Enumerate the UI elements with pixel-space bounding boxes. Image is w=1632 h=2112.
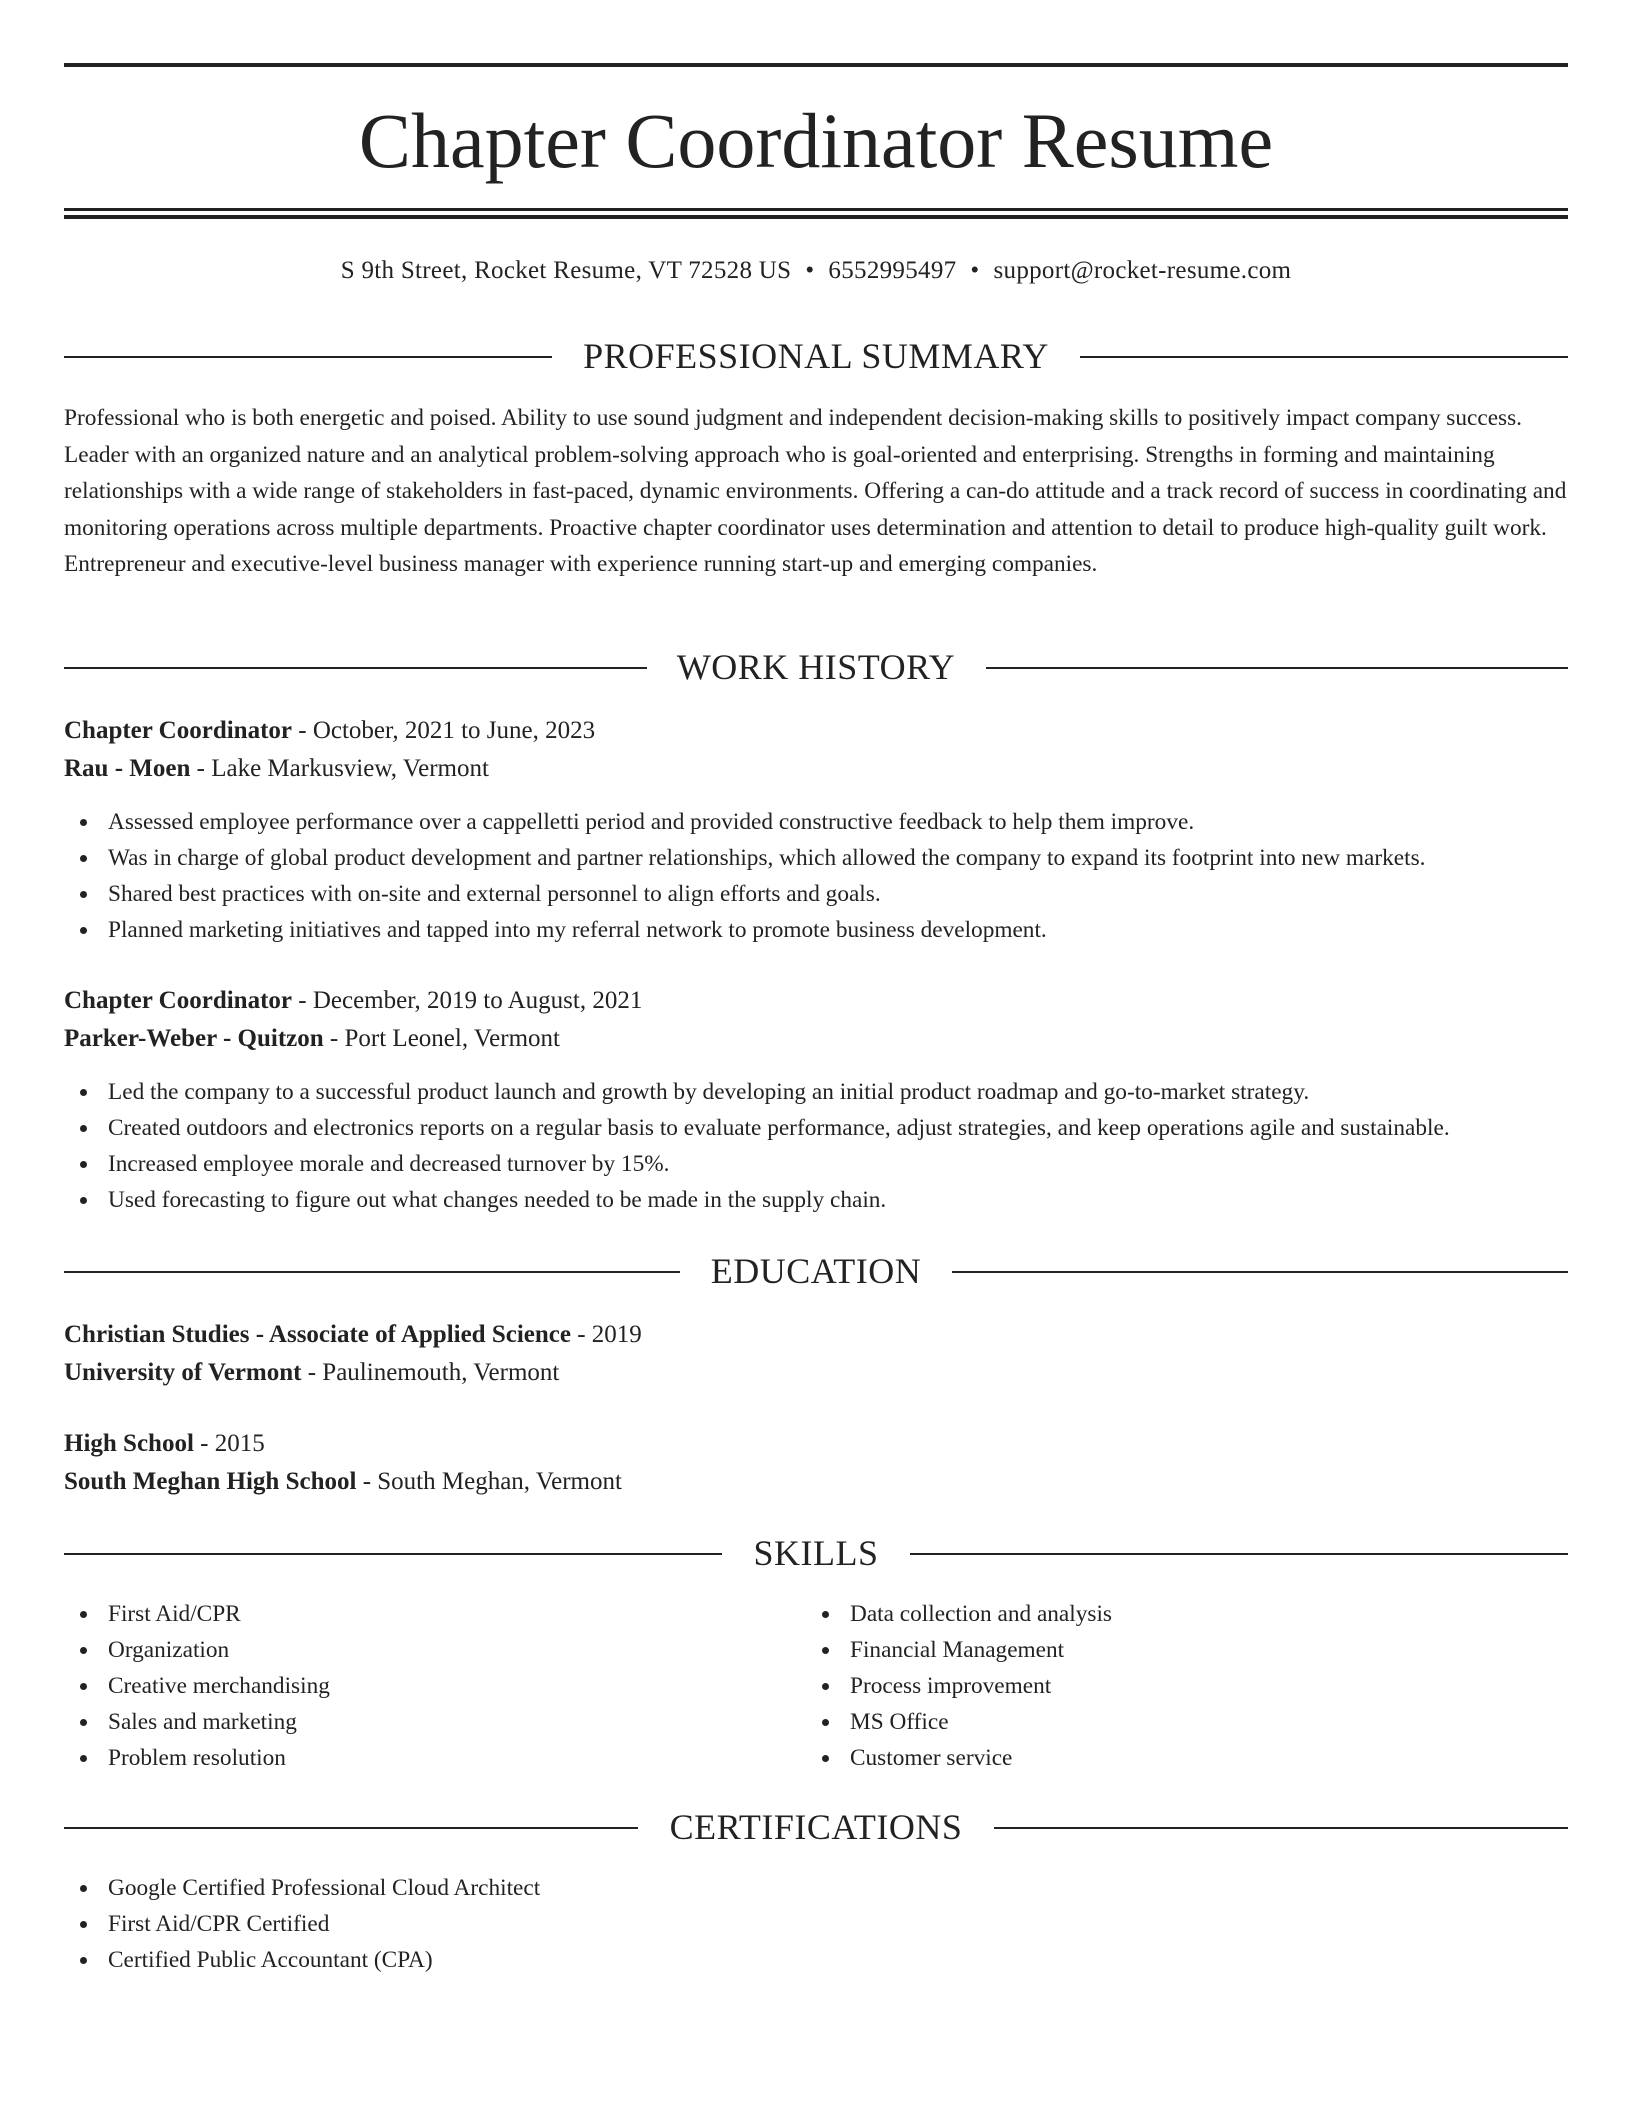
list-item: Customer service [806,1740,1546,1776]
list-item: Shared best practices with on-site and external personnel to align efforts and goals. [64,876,1568,912]
education-location: - Paulinemouth, Vermont [301,1359,560,1386]
list-item: Financial Management [806,1632,1546,1668]
education-year: - 2015 [193,1430,265,1457]
section-rule-right [986,667,1568,669]
job-title: Chapter Coordinator [64,987,293,1014]
section-header-certifications [64,1805,1568,1849]
job-company-row [64,1020,1568,1058]
list-item: First Aid/CPR Certified [64,1906,1568,1942]
education-year: - 2019 [570,1321,642,1348]
job-bullets [64,804,1568,948]
skills-column-left [64,1596,804,1776]
education-school: University of Vermont [64,1359,302,1386]
contact-separator: • [805,257,815,284]
list-item: Used forecasting to figure out what changes needed to be made in the supply chain. [64,1182,1568,1218]
list-item: Certified Public Accountant (CPA) [64,1942,1568,1978]
section-rule-right [952,1271,1568,1273]
education-school-row [64,1463,1568,1501]
education-entry [64,1425,1568,1501]
title-rule-lower [64,215,1568,219]
section-title: PROFESSIONAL SUMMARY [583,336,1049,376]
education-degree-row [64,1316,1568,1354]
section-title: SKILLS [753,1533,879,1573]
contact-separator: • [970,257,980,284]
section-title: CERTIFICATIONS [669,1807,963,1847]
education-entry [64,1316,1568,1392]
skills-column-right [806,1596,1546,1776]
list-item: Data collection and analysis [806,1596,1546,1632]
job-entry [64,982,1568,1218]
section-rule-right [1080,356,1568,358]
job-location: - Lake Markusview, Vermont [190,755,489,782]
section-rule-right [994,1827,1568,1829]
section-header-skills [64,1531,1568,1575]
job-company-row [64,750,1568,788]
job-entry [64,712,1568,948]
section-rule-right [910,1553,1568,1555]
education-degree: Christian Studies - Associate of Applied Science [64,1321,571,1348]
contact-line [64,254,1568,288]
list-item: First Aid/CPR [64,1596,804,1632]
education-school: South Meghan High School [64,1468,357,1495]
top-rule [64,63,1568,67]
list-item: Assessed employee performance over a cappelletti period and provided constructive feedback to help them improve. [64,804,1568,840]
education-degree: High School [64,1430,194,1457]
contact-phone: 6552995497 [828,257,957,284]
list-item: Created outdoors and electronics reports on a regular basis to evaluate performance, adjust strategies, and keep operations agile and sustainable. [64,1110,1568,1146]
section-header-work [64,645,1568,689]
list-item: Google Certified Professional Cloud Architect [64,1870,1568,1906]
list-item: Planned marketing initiatives and tapped into my referral network to promote business development. [64,912,1568,948]
education-school-row [64,1354,1568,1392]
education-degree-row [64,1425,1568,1463]
page-title: Chapter Coordinator Resume [358,97,1274,184]
list-item: Process improvement [806,1668,1546,1704]
job-company: Rau - Moen [64,755,191,782]
job-dates: - October, 2021 to June, 2023 [292,717,596,744]
list-item: Increased employee morale and decreased turnover by 15%. [64,1146,1568,1182]
section-header-education [64,1249,1568,1293]
list-item: Sales and marketing [64,1704,804,1740]
summary-text: Professional who is both energetic and poised. Ability to use sound judgment and independent decision-making skills to positively impact company success. Leader with an organized nature and an analytical problem-solving approach who is goal-oriented and enterprising. Strengths in forming and maintaining relationships with a wide range of stakeholders in fast-paced, dynamic environments. Offering a can-do attitude and a track record of success in coordinating and monitoring operations across multiple departments. Proactive chapter coordinator uses determination and attention to detail to produce high-quality guilt work. Entrepreneur and executive-level business manager with experience running start-up and emerging companies. [64,405,1567,577]
job-dates: - December, 2019 to August, 2021 [292,987,643,1014]
job-bullets [64,1074,1568,1218]
job-location: - Port Leonel, Vermont [323,1025,560,1052]
education-location: - South Meghan, Vermont [356,1468,622,1495]
title-rule-upper [64,208,1568,211]
list-item: Was in charge of global product development and partner relationships, which allowed the company to expand its footprint into new markets. [64,840,1568,876]
contact-address: S 9th Street, Rocket Resume, VT 72528 US [340,257,792,284]
job-title-row [64,982,1568,1020]
job-company: Parker-Weber - Quitzon [64,1025,324,1052]
job-title: Chapter Coordinator [64,717,293,744]
list-item: Creative merchandising [64,1668,804,1704]
section-header-summary [64,334,1568,378]
section-title: WORK HISTORY [676,647,956,687]
section-title: EDUCATION [710,1251,922,1291]
list-item: Organization [64,1632,804,1668]
job-title-row [64,712,1568,750]
list-item: MS Office [806,1704,1546,1740]
contact-email: support@rocket-resume.com [993,257,1292,284]
list-item: Led the company to a successful product launch and growth by developing an initial product roadmap and go-to-market strategy. [64,1074,1568,1110]
certifications-list [64,1870,1568,1978]
list-item: Problem resolution [64,1740,804,1776]
